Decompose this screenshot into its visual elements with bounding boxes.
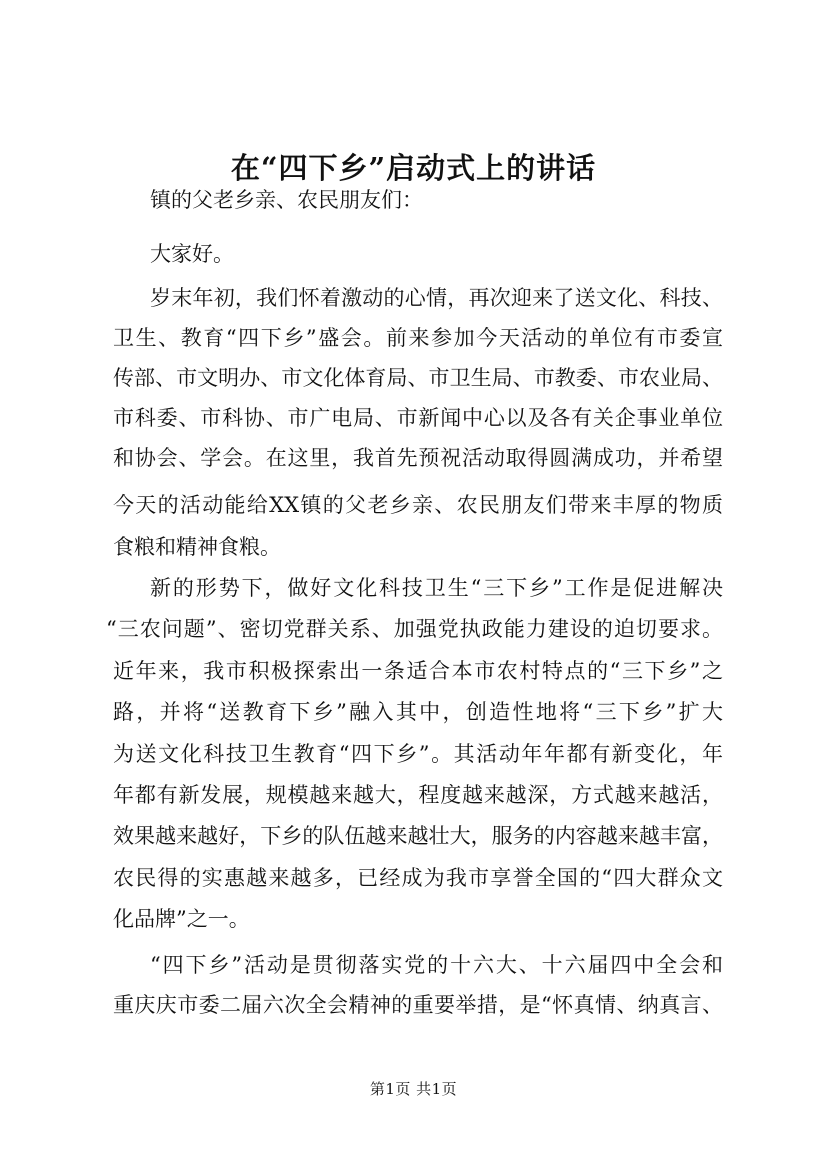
paragraph-1-line-6: 今天的活动能给XX镇的父老乡亲、农民朋友们带来丰厚的物质 — [113, 493, 723, 517]
paragraph-3-line-2: 重庆庆市委二届六次全会精神的重要举措，是“怀真情、纳真言、 — [113, 993, 723, 1017]
salutation-line: 镇的父老乡亲、农民朋友们： — [150, 188, 423, 212]
paragraph-1-line-2: 卫生、教育“四下乡”盛会。前来参加今天活动的单位有市委宣 — [113, 326, 723, 350]
paragraph-1-line-1: 岁末年初，我们怀着激动的心情，再次迎来了送文化、科技、 — [150, 286, 723, 310]
greeting-line: 大家好。 — [150, 242, 234, 266]
paragraph-2-line-5: 为送文化科技卫生教育“四下乡”。其活动年年都有新变化，年 — [113, 742, 723, 766]
paragraph-2-line-8: 农民得的实惠越来越多，已经成为我市享誉全国的“四大群众文 — [113, 866, 723, 890]
paragraph-2-line-2: “三农问题”、密切党群关系、加强党执政能力建设的迫切要求。 — [106, 617, 723, 641]
paragraph-2-line-3: 近年来，我市积极探索出一条适合本市农村特点的“三下乡”之 — [113, 659, 723, 683]
paragraph-2-line-7: 效果越来越好，下乡的队伍越来越壮大，服务的内容越来越丰富， — [113, 824, 723, 848]
paragraph-1-line-3: 传部、市文明办、市文化体育局、市卫生局、市教委、市农业局、 — [113, 366, 723, 390]
paragraph-3-line-1: “四下乡”活动是贯彻落实党的十六大、十六届四中全会和 — [150, 953, 723, 977]
paragraph-2-line-6: 年都有新发展，规模越来越大，程度越来越深，方式越来越活， — [113, 783, 723, 807]
document-title: 在“四下乡”启动式上的讲话 — [230, 151, 597, 185]
paragraph-1-line-7: 食粮和精神食粮。 — [113, 535, 281, 559]
paragraph-2-line-1: 新的形势下，做好文化科技卫生“三下乡”工作是促进解决 — [150, 576, 723, 600]
paragraph-2-line-9: 化品牌”之一。 — [113, 907, 250, 931]
paragraph-1-line-4: 市科委、市科协、市广电局、市新闻中心以及各有关企事业单位 — [113, 406, 723, 430]
paragraph-2-line-4: 路，并将“送教育下乡”融入其中，创造性地将“三下乡”扩大 — [113, 700, 723, 724]
paragraph-1-line-5: 和协会、学会。在这里，我首先预祝活动取得圆满成功，并希望 — [113, 446, 723, 470]
page-number-footer: 第1页 共1页 — [369, 1080, 458, 1098]
